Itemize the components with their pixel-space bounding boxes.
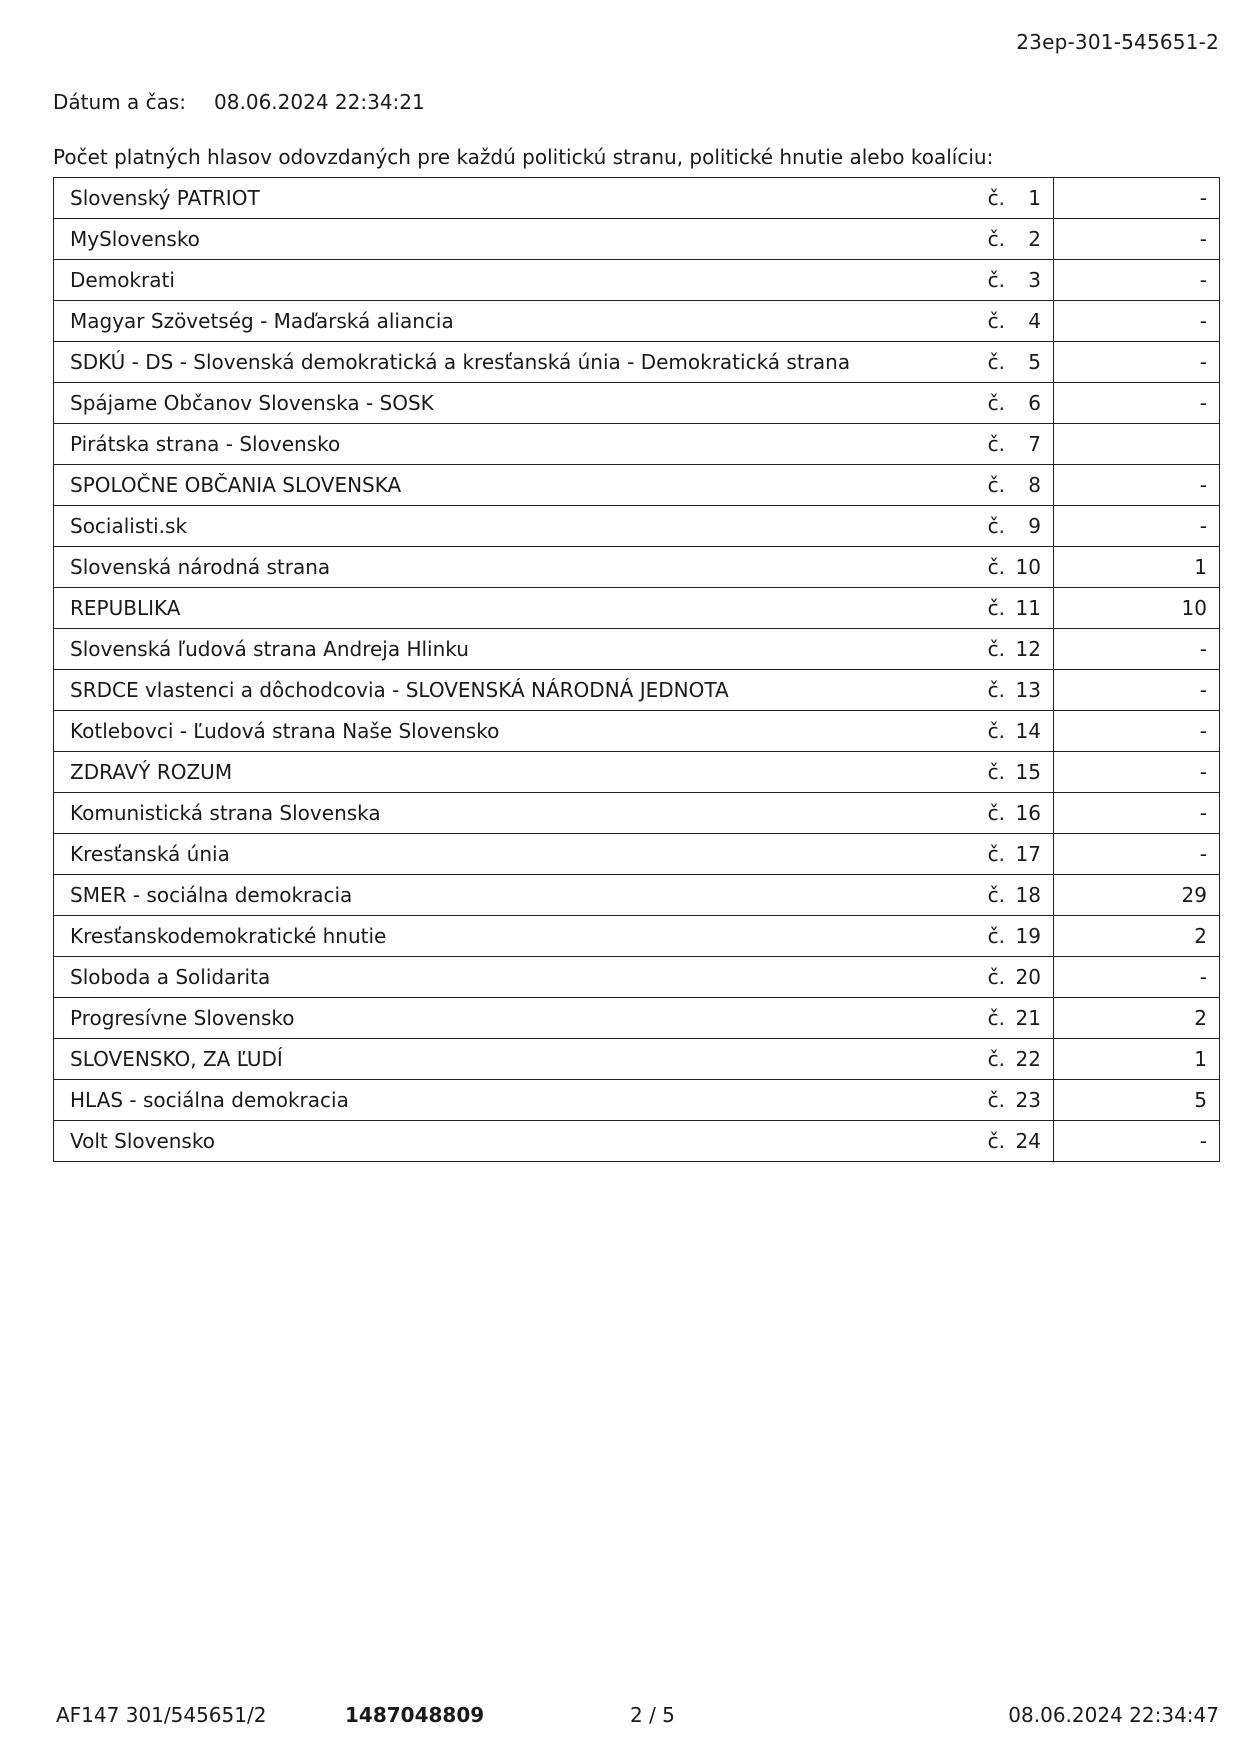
party-name: Socialisti.sk	[54, 506, 881, 547]
party-number-prefix: č.	[987, 1129, 1005, 1153]
footer-form-ref: AF147 301/545651/2	[56, 1703, 267, 1727]
party-name: Pirátska strana - Slovensko	[54, 424, 881, 465]
table-row	[54, 342, 1220, 383]
vote-count: -	[1054, 342, 1220, 383]
party-name: Progresívne Slovensko	[54, 998, 881, 1039]
party-number-prefix: č.	[987, 965, 1005, 989]
table-row	[54, 301, 1220, 342]
party-number-prefix: č.	[987, 1088, 1005, 1112]
party-number-cell	[881, 875, 1054, 916]
vote-count: -	[1054, 1121, 1220, 1162]
table-row	[54, 178, 1220, 219]
party-number-cell	[881, 916, 1054, 957]
datetime-label: Dátum a čas:	[53, 90, 187, 114]
party-name: REPUBLIKA	[54, 588, 881, 629]
party-number-cell	[881, 998, 1054, 1039]
party-number-cell	[881, 957, 1054, 998]
party-number: 11	[1015, 596, 1041, 620]
party-name: MySlovensko	[54, 219, 881, 260]
party-number: 6	[1028, 391, 1041, 415]
vote-count: -	[1054, 670, 1220, 711]
party-number-cell	[881, 1121, 1054, 1162]
party-number-prefix: č.	[987, 1006, 1005, 1030]
party-number: 12	[1015, 637, 1041, 661]
party-number-prefix: č.	[987, 186, 1005, 210]
party-number-cell	[881, 629, 1054, 670]
party-number-prefix: č.	[987, 514, 1005, 538]
table-row	[54, 260, 1220, 301]
table-row	[54, 506, 1220, 547]
footer-page-number: 2 / 5	[630, 1703, 675, 1727]
footer-barcode-number: 1487048809	[345, 1703, 485, 1727]
vote-count: 1	[1054, 1039, 1220, 1080]
party-number: 15	[1015, 760, 1041, 784]
party-number-cell	[881, 752, 1054, 793]
party-number-prefix: č.	[987, 924, 1005, 948]
party-number: 5	[1028, 350, 1041, 374]
party-number: 23	[1015, 1088, 1041, 1112]
vote-count: -	[1054, 793, 1220, 834]
party-number: 21	[1015, 1006, 1041, 1030]
party-name: SDKÚ - DS - Slovenská demokratická a kresťanská únia - Demokratická strana	[54, 342, 881, 383]
vote-count	[1054, 424, 1220, 465]
table-row	[54, 916, 1220, 957]
party-number-cell	[881, 834, 1054, 875]
table-row	[54, 219, 1220, 260]
party-number-prefix: č.	[987, 1047, 1005, 1071]
party-name: Kotlebovci - Ľudová strana Naše Slovensko	[54, 711, 881, 752]
party-number: 24	[1015, 1129, 1041, 1153]
table-row	[54, 424, 1220, 465]
party-name: Kresťanskodemokratické hnutie	[54, 916, 881, 957]
party-number: 18	[1015, 883, 1041, 907]
party-number-prefix: č.	[987, 801, 1005, 825]
party-name: Komunistická strana Slovenska	[54, 793, 881, 834]
party-number-cell	[881, 793, 1054, 834]
party-number-prefix: č.	[987, 350, 1005, 374]
table-row	[54, 711, 1220, 752]
table-row	[54, 670, 1220, 711]
party-number: 2	[1028, 227, 1041, 251]
party-name: Slovenská ľudová strana Andreja Hlinku	[54, 629, 881, 670]
party-number-prefix: č.	[987, 309, 1005, 333]
party-number: 8	[1028, 473, 1041, 497]
party-number-prefix: č.	[987, 719, 1005, 743]
party-number: 10	[1015, 555, 1041, 579]
party-number-prefix: č.	[987, 268, 1005, 292]
table-row	[54, 1080, 1220, 1121]
party-number: 1	[1028, 186, 1041, 210]
vote-count: -	[1054, 506, 1220, 547]
party-number: 4	[1028, 309, 1041, 333]
vote-count: 2	[1054, 998, 1220, 1039]
party-number-prefix: č.	[987, 883, 1005, 907]
party-number: 3	[1028, 268, 1041, 292]
party-number: 16	[1015, 801, 1041, 825]
party-name: SLOVENSKO, ZA ĽUDÍ	[54, 1039, 881, 1080]
vote-count: 1	[1054, 547, 1220, 588]
vote-count: -	[1054, 219, 1220, 260]
party-number-cell	[881, 342, 1054, 383]
party-number: 14	[1015, 719, 1041, 743]
vote-count: 2	[1054, 916, 1220, 957]
party-number-cell	[881, 547, 1054, 588]
party-number-prefix: č.	[987, 596, 1005, 620]
party-number-prefix: č.	[987, 473, 1005, 497]
vote-count: -	[1054, 383, 1220, 424]
intro-text: Počet platných hlasov odovzdaných pre každú politickú stranu, politické hnutie alebo koalíciu:	[53, 145, 994, 169]
document-id: 23ep-301-545651-2	[1016, 30, 1219, 54]
party-number-cell	[881, 1080, 1054, 1121]
vote-count: -	[1054, 301, 1220, 342]
party-number-cell	[881, 506, 1054, 547]
party-name: Kresťanská únia	[54, 834, 881, 875]
table-row	[54, 629, 1220, 670]
vote-count: -	[1054, 465, 1220, 506]
table-row	[54, 1039, 1220, 1080]
table-row	[54, 998, 1220, 1039]
party-name: SPOLOČNE OBČANIA SLOVENSKA	[54, 465, 881, 506]
party-name: Spájame Občanov Slovenska - SOSK	[54, 383, 881, 424]
party-number-prefix: č.	[987, 555, 1005, 579]
table-row	[54, 465, 1220, 506]
party-number: 19	[1015, 924, 1041, 948]
vote-count: 5	[1054, 1080, 1220, 1121]
votes-table-body	[54, 178, 1220, 1162]
party-name: Slovenský PATRIOT	[54, 178, 881, 219]
party-number-cell	[881, 711, 1054, 752]
party-name: Demokrati	[54, 260, 881, 301]
table-row	[54, 383, 1220, 424]
vote-count: -	[1054, 178, 1220, 219]
vote-count: -	[1054, 752, 1220, 793]
party-number-cell	[881, 424, 1054, 465]
party-number-prefix: č.	[987, 678, 1005, 702]
party-number-cell	[881, 465, 1054, 506]
votes-table	[53, 177, 1220, 1162]
party-number: 17	[1015, 842, 1041, 866]
party-number-cell	[881, 1039, 1054, 1080]
table-row	[54, 1121, 1220, 1162]
party-number-prefix: č.	[987, 391, 1005, 415]
party-number-prefix: č.	[987, 637, 1005, 661]
party-number-cell	[881, 670, 1054, 711]
party-number-prefix: č.	[987, 227, 1005, 251]
party-number-cell	[881, 383, 1054, 424]
party-number-cell	[881, 260, 1054, 301]
party-number-prefix: č.	[987, 760, 1005, 784]
party-name: Sloboda a Solidarita	[54, 957, 881, 998]
vote-count: -	[1054, 834, 1220, 875]
vote-count: -	[1054, 711, 1220, 752]
party-number-cell	[881, 301, 1054, 342]
table-row	[54, 547, 1220, 588]
vote-count: -	[1054, 629, 1220, 670]
party-name: HLAS - sociálna demokracia	[54, 1080, 881, 1121]
party-number-cell	[881, 219, 1054, 260]
datetime-line	[53, 90, 425, 114]
party-number: 22	[1015, 1047, 1041, 1071]
party-name: SRDCE vlastenci a dôchodcovia - SLOVENSKÁ NÁRODNÁ JEDNOTA	[54, 670, 881, 711]
party-number-cell	[881, 178, 1054, 219]
table-row	[54, 752, 1220, 793]
party-name: Volt Slovensko	[54, 1121, 881, 1162]
party-number-prefix: č.	[987, 842, 1005, 866]
vote-count: 10	[1054, 588, 1220, 629]
party-name: ZDRAVÝ ROZUM	[54, 752, 881, 793]
party-number: 13	[1015, 678, 1041, 702]
footer-timestamp: 08.06.2024 22:34:47	[1008, 1703, 1219, 1727]
vote-count: 29	[1054, 875, 1220, 916]
table-row	[54, 875, 1220, 916]
party-number: 20	[1015, 965, 1041, 989]
party-number-prefix: č.	[987, 432, 1005, 456]
vote-count: -	[1054, 260, 1220, 301]
party-name: Magyar Szövetség - Maďarská aliancia	[54, 301, 881, 342]
table-row	[54, 957, 1220, 998]
party-name: SMER - sociálna demokracia	[54, 875, 881, 916]
table-row	[54, 588, 1220, 629]
party-name: Slovenská národná strana	[54, 547, 881, 588]
datetime-value: 08.06.2024 22:34:21	[214, 90, 425, 114]
party-number: 7	[1028, 432, 1041, 456]
party-number-cell	[881, 588, 1054, 629]
table-row	[54, 834, 1220, 875]
vote-count: -	[1054, 957, 1220, 998]
party-number: 9	[1028, 514, 1041, 538]
table-row	[54, 793, 1220, 834]
